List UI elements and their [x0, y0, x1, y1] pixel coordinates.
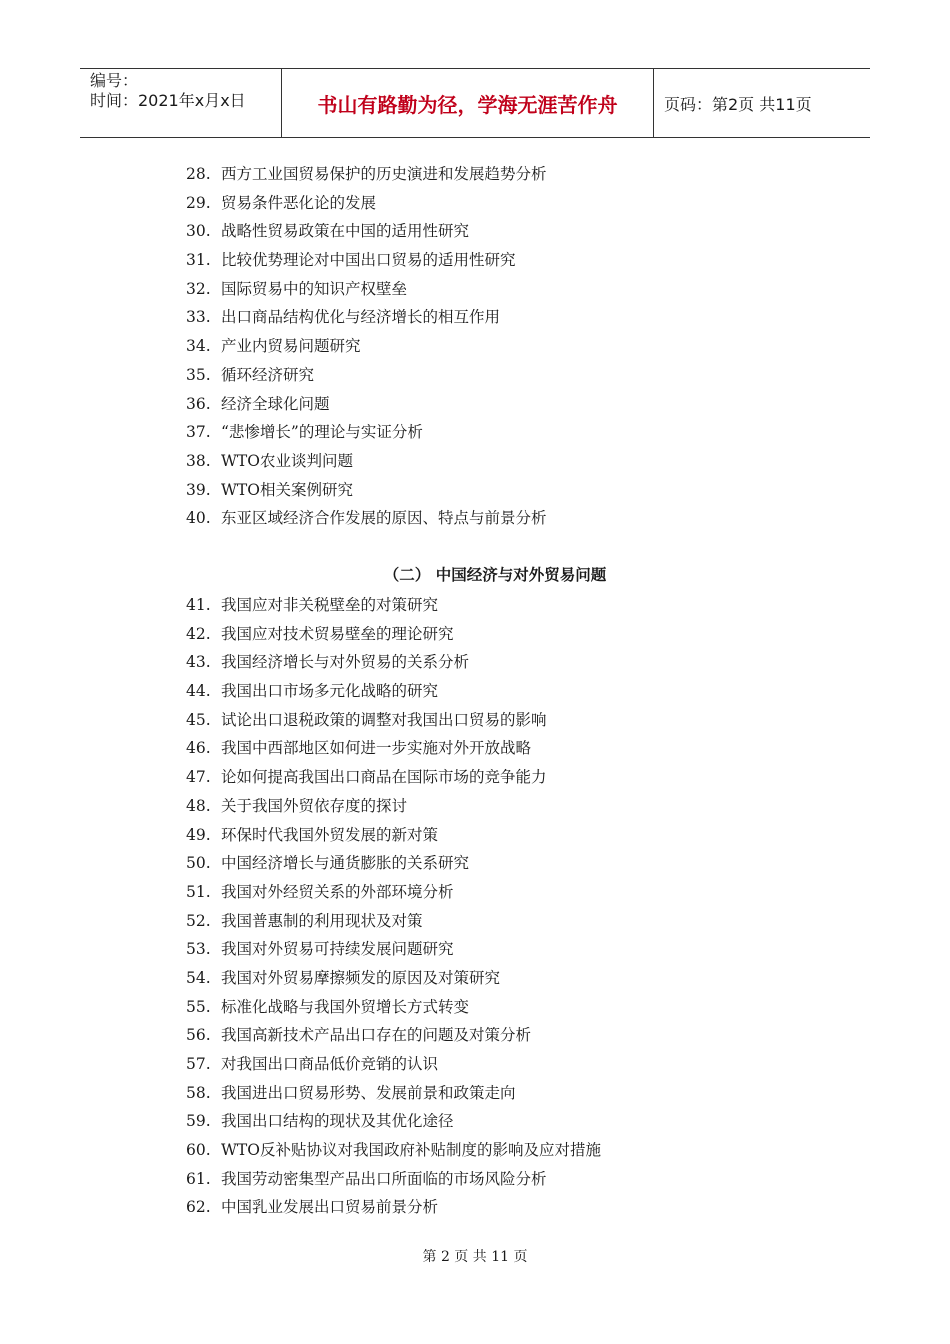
item-number: 40. — [186, 509, 211, 528]
item-text: 对我国出口商品低价竞销的认识 — [221, 1055, 439, 1073]
item-number: 53. — [186, 940, 211, 959]
item-text: 关于我国外贸依存度的探讨 — [221, 796, 408, 815]
item-text: 比较优势理论对中国出口贸易的适用性研究 — [221, 251, 516, 270]
list-item — [186, 907, 826, 936]
item-number: 58. — [186, 1083, 211, 1102]
item-number: 32. — [186, 279, 211, 298]
list-item — [186, 620, 826, 649]
item-text: 中国经济增长与通货膨胀的关系研究 — [221, 854, 470, 873]
date-label: 时间：2021年x月x日 — [90, 91, 246, 110]
item-text: 我国出口结构的现状及其优化途径 — [221, 1112, 454, 1131]
list-item — [186, 849, 826, 878]
item-text: WTO相关案例研究 — [221, 480, 353, 499]
list-item — [186, 964, 826, 993]
list-item — [186, 1079, 826, 1108]
item-text: 产业内贸易问题研究 — [221, 337, 361, 356]
item-text: 我国出口市场多元化战略的研究 — [221, 682, 439, 701]
item-number: 28. — [186, 165, 211, 183]
item-number: 61. — [186, 1169, 211, 1188]
code-label: 编号： — [90, 71, 139, 90]
list-item — [186, 677, 826, 706]
item-number: 37. — [186, 423, 211, 442]
list-item — [186, 993, 826, 1022]
page-header — [80, 68, 870, 138]
item-text: 我国对外贸易可持续发展问题研究 — [221, 940, 454, 959]
item-number: 62. — [186, 1198, 211, 1217]
list-item — [186, 246, 826, 275]
list-item — [186, 418, 826, 447]
item-text: 战略性贸易政策在中国的适用性研究 — [221, 222, 470, 241]
item-number: 34. — [186, 337, 211, 356]
page-footer: 第 2 页 共 11 页 — [422, 1249, 528, 1265]
list-item — [186, 821, 826, 850]
item-text: 东亚区域经济合作发展的原因、特点与前景分析 — [221, 509, 547, 528]
item-text: 论如何提高我国出口商品在国际市场的竞争能力 — [221, 768, 547, 787]
list-item — [186, 591, 826, 620]
item-number: 41. — [186, 596, 211, 614]
item-number: 55. — [186, 997, 211, 1016]
header-page-info: 页码：第2页 共11页 — [664, 94, 812, 114]
item-text: 我国高新技术产品出口存在的问题及对策分析 — [221, 1026, 532, 1045]
list-item — [186, 878, 826, 907]
item-number: 51. — [186, 882, 211, 901]
item-number: 31. — [186, 251, 211, 270]
item-text: 我国普惠制的利用现状及对策 — [221, 911, 423, 930]
item-number: 50. — [186, 854, 211, 873]
item-text: “悲惨增长”的理论与实证分析 — [221, 423, 423, 442]
item-number: 56. — [186, 1026, 211, 1045]
item-text: 环保时代我国外贸发展的新对策 — [221, 825, 439, 844]
item-text: 标准化战略与我国外贸增长方式转变 — [221, 997, 470, 1016]
item-number: 46. — [186, 739, 211, 758]
list-item — [186, 706, 826, 735]
item-text: 我国中西部地区如何进一步实施对外开放战略 — [221, 739, 532, 758]
item-text: 我国经济增长与对外贸易的关系分析 — [221, 653, 470, 672]
item-number: 57. — [186, 1055, 211, 1073]
item-text: 我国对外贸易摩擦频发的原因及对策研究 — [221, 968, 501, 987]
item-number: 49. — [186, 825, 211, 844]
item-number: 47. — [186, 768, 211, 787]
topic-list-two — [186, 591, 826, 1222]
item-number: 36. — [186, 394, 211, 413]
item-number: 42. — [186, 624, 211, 643]
list-item — [186, 1165, 826, 1194]
list-item — [186, 361, 826, 390]
list-item — [186, 1136, 826, 1165]
list-item — [186, 1021, 826, 1050]
item-number: 44. — [186, 682, 211, 701]
list-item — [186, 504, 826, 533]
header-meta — [80, 69, 282, 137]
item-number: 43. — [186, 653, 211, 672]
item-number: 33. — [186, 308, 211, 327]
item-number: 38. — [186, 451, 211, 470]
list-item — [186, 648, 826, 677]
item-text: 我国应对技术贸易壁垒的理论研究 — [221, 624, 454, 643]
list-item — [186, 792, 826, 821]
item-text: 贸易条件恶化论的发展 — [221, 193, 377, 212]
item-text: 中国乳业发展出口贸易前景分析 — [221, 1198, 439, 1217]
list-item — [186, 1050, 826, 1079]
list-item — [186, 332, 826, 361]
item-number: 60. — [186, 1141, 211, 1160]
item-text: 西方工业国贸易保护的历史演进和发展趋势分析 — [221, 165, 547, 183]
item-number: 59. — [186, 1112, 211, 1131]
item-number: 54. — [186, 968, 211, 987]
item-text: WTO农业谈判问题 — [221, 451, 353, 470]
list-item — [186, 935, 826, 964]
list-item — [186, 217, 826, 246]
topic-list-one — [186, 160, 826, 533]
list-item — [186, 275, 826, 304]
list-item — [186, 1193, 826, 1222]
list-item — [186, 390, 826, 419]
list-item — [186, 160, 826, 189]
list-item — [186, 1107, 826, 1136]
item-text: 循环经济研究 — [221, 365, 315, 384]
list-item — [186, 447, 826, 476]
list-item — [186, 476, 826, 505]
item-number: 30. — [186, 222, 211, 241]
item-number: 52. — [186, 911, 211, 930]
list-item — [186, 734, 826, 763]
item-text: 我国应对非关税壁垒的对策研究 — [221, 596, 439, 614]
item-text: WTO反补贴协议对我国政府补贴制度的影响及应对措施 — [221, 1141, 601, 1160]
list-item — [186, 189, 826, 218]
list-item — [186, 303, 826, 332]
list-item — [186, 763, 826, 792]
item-text: 出口商品结构优化与经济增长的相互作用 — [221, 308, 501, 327]
item-text: 试论出口退税政策的调整对我国出口贸易的影响 — [221, 710, 547, 729]
header-motto: 书山有路勤为径，学海无涯苦作舟 — [282, 69, 654, 137]
item-number: 45. — [186, 710, 211, 729]
item-number: 35. — [186, 365, 211, 384]
section-title: （二） 中国经济与对外贸易问题 — [383, 566, 607, 584]
item-text: 我国对外经贸关系的外部环境分析 — [221, 882, 454, 901]
item-text: 经济全球化问题 — [221, 394, 330, 413]
item-number: 39. — [186, 480, 211, 499]
item-text: 国际贸易中的知识产权壁垒 — [221, 279, 408, 298]
item-text: 我国进出口贸易形势、发展前景和政策走向 — [221, 1083, 516, 1102]
item-number: 29. — [186, 193, 211, 212]
item-number: 48. — [186, 796, 211, 815]
item-text: 我国劳动密集型产品出口所面临的市场风险分析 — [221, 1169, 547, 1188]
